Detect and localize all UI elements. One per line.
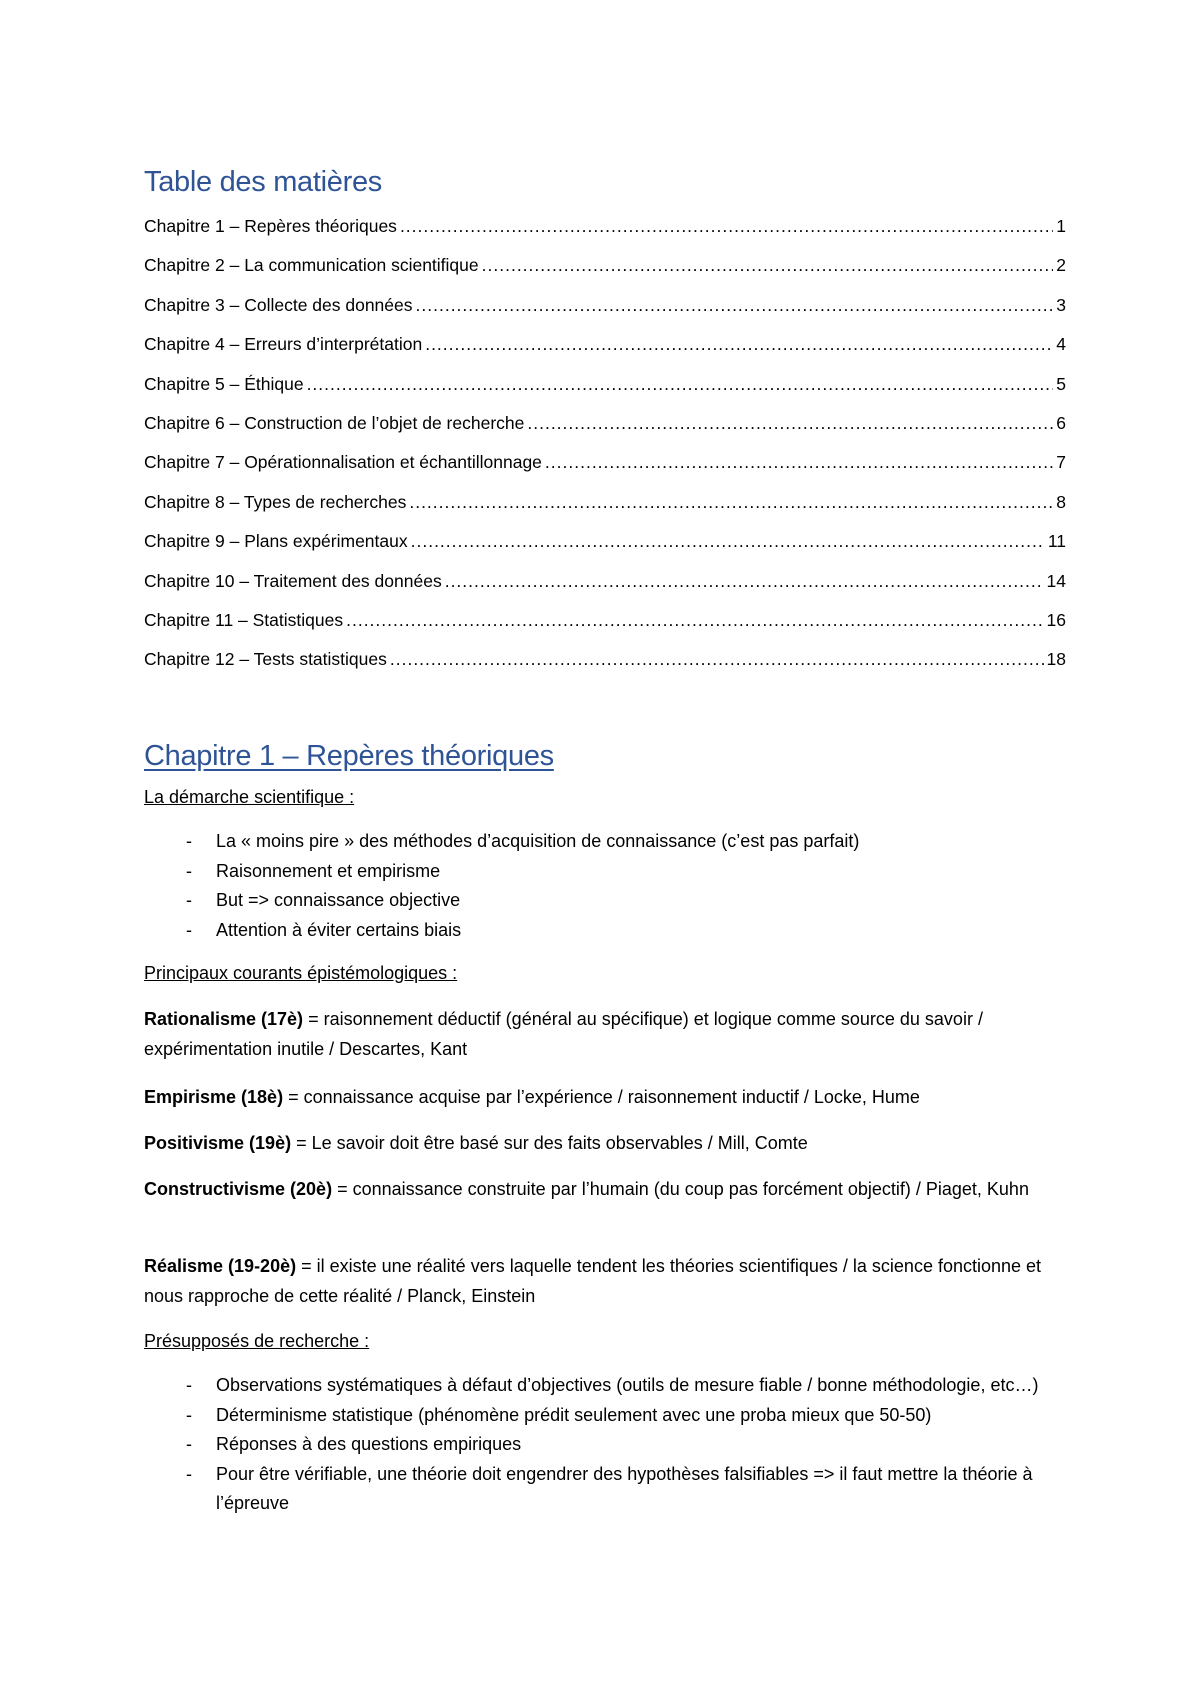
toc-list bbox=[144, 214, 1066, 687]
toc-entry[interactable] bbox=[144, 608, 1066, 647]
list-item: - But => connaissance objective bbox=[144, 886, 1064, 916]
toc-leader bbox=[409, 490, 1053, 514]
list-item: - Observations systématiques à défaut d’objectives (outils de mesure fiable / bonne méthodologie, etc…) bbox=[144, 1371, 1064, 1401]
paragraph-realisme bbox=[144, 1252, 1064, 1311]
toc-leader bbox=[545, 450, 1053, 474]
term: Rationalisme (17è) bbox=[144, 1009, 304, 1029]
definition: = il existe une réalité vers laquelle tendent les théories scientifiques / la science fonctionne et nous rapproche de cette réalité / Planck, Einstein bbox=[144, 1256, 1042, 1306]
toc-leader bbox=[307, 372, 1054, 396]
toc-leader bbox=[346, 608, 1043, 632]
paragraph-empirisme bbox=[144, 1083, 1064, 1113]
section-heading: Principaux courants épistémologiques : bbox=[144, 963, 458, 983]
toc-entry-text: Chapitre 5 – Éthique bbox=[144, 373, 304, 394]
toc-entry-text: Chapitre 10 – Traitement des données bbox=[144, 570, 442, 591]
definition: = Le savoir doit être basé sur des faits observables / Mill, Comte bbox=[291, 1133, 808, 1153]
definition: = connaissance construite par l’humain (du coup pas forcément objectif) / Piaget, Kuhn bbox=[332, 1179, 1029, 1199]
list-item: - Déterminisme statistique (phénomène prédit seulement avec une proba mieux que 50-50) bbox=[144, 1401, 1064, 1431]
paragraph-positivisme bbox=[144, 1129, 1064, 1159]
toc-leader bbox=[425, 332, 1053, 356]
toc-entry-page: 5 bbox=[1056, 373, 1066, 394]
bullet-list bbox=[144, 1371, 1064, 1519]
toc-entry-text: Chapitre 2 – La communication scientifique bbox=[144, 255, 479, 276]
toc-entry-page: 11 bbox=[1047, 531, 1066, 552]
toc-entry[interactable] bbox=[144, 529, 1066, 568]
toc-entry-page: 8 bbox=[1056, 491, 1066, 512]
toc-entry[interactable] bbox=[144, 647, 1066, 686]
toc-entry-text: Chapitre 6 – Construction de l’objet de recherche bbox=[144, 412, 525, 433]
toc-entry[interactable] bbox=[144, 372, 1066, 411]
term: Empirisme (18è) bbox=[144, 1087, 284, 1107]
toc-leader bbox=[416, 293, 1054, 317]
list-item: - Raisonnement et empirisme bbox=[144, 857, 1064, 887]
toc-leader bbox=[527, 411, 1053, 435]
toc-leader bbox=[482, 253, 1054, 277]
term: Réalisme (19-20è) bbox=[144, 1256, 297, 1276]
section-heading: La démarche scientifique : bbox=[144, 787, 355, 807]
toc-leader bbox=[390, 647, 1044, 671]
bullet-list bbox=[144, 827, 1064, 945]
toc-title: Table des matières bbox=[144, 166, 382, 198]
toc-leader bbox=[445, 569, 1044, 593]
toc-leader bbox=[411, 529, 1045, 553]
toc-entry[interactable] bbox=[144, 253, 1066, 292]
toc-entry[interactable] bbox=[144, 569, 1066, 608]
list-item: - Réponses à des questions empiriques bbox=[144, 1430, 1064, 1460]
toc-entry-page: 4 bbox=[1056, 334, 1066, 355]
term: Constructivisme (20è) bbox=[144, 1179, 333, 1199]
toc-entry-text: Chapitre 1 – Repères théoriques bbox=[144, 216, 397, 236]
toc-entry[interactable] bbox=[144, 332, 1066, 371]
list-item: - Attention à éviter certains biais bbox=[144, 916, 1064, 946]
toc-entry-page: 3 bbox=[1056, 294, 1066, 315]
toc-entry-page: 18 bbox=[1046, 649, 1066, 670]
toc-entry[interactable] bbox=[144, 490, 1066, 529]
toc-leader bbox=[400, 214, 1053, 238]
toc-entry-page: 16 bbox=[1046, 609, 1066, 630]
toc-entry-page: 2 bbox=[1056, 255, 1066, 276]
list-item: - La « moins pire » des méthodes d’acquisition de connaissance (c’est pas parfait) bbox=[144, 827, 1064, 857]
toc-entry-page: 1 bbox=[1056, 216, 1066, 236]
section-demarche bbox=[144, 785, 1064, 945]
toc-entry-text: Chapitre 11 – Statistiques bbox=[144, 609, 344, 630]
toc-entry[interactable] bbox=[144, 214, 1066, 253]
toc-entry-page: 14 bbox=[1046, 570, 1066, 591]
toc-entry-text: Chapitre 12 – Tests statistiques bbox=[144, 649, 387, 670]
definition: = connaissance acquise par l’expérience / raisonnement inductif / Locke, Hume bbox=[283, 1087, 920, 1107]
toc-entry-text: Chapitre 7 – Opérationnalisation et échantillonnage bbox=[144, 452, 542, 473]
paragraph-constructivisme bbox=[144, 1175, 1064, 1205]
toc-entry[interactable] bbox=[144, 293, 1066, 332]
paragraph-rationalisme bbox=[144, 1005, 1064, 1064]
toc-entry[interactable] bbox=[144, 450, 1066, 489]
toc-entry-text: Chapitre 8 – Types de recherches bbox=[144, 491, 407, 512]
toc-entry[interactable] bbox=[144, 411, 1066, 450]
term: Positivisme (19è) bbox=[144, 1133, 292, 1153]
toc-entry-text: Chapitre 4 – Erreurs d’interprétation bbox=[144, 334, 423, 355]
list-item: - Pour être vérifiable, une théorie doit engendrer des hypothèses falsifiables => il faut mettre la théorie à l’épreuve bbox=[144, 1460, 1064, 1519]
toc-entry-page: 7 bbox=[1056, 452, 1066, 473]
toc-entry-page: 6 bbox=[1056, 412, 1066, 433]
toc-entry-text: Chapitre 3 – Collecte des données bbox=[144, 294, 413, 315]
section-heading: Présupposés de recherche : bbox=[144, 1331, 370, 1351]
section-presupposes bbox=[144, 1329, 1064, 1519]
definition: = raisonnement déductif (général au spécifique) et logique comme source du savoir / expérimentation inutile / Descartes, Kant bbox=[144, 1009, 983, 1059]
toc-entry-text: Chapitre 9 – Plans expérimentaux bbox=[144, 531, 408, 552]
chapter-title: Chapitre 1 – Repères théoriques bbox=[144, 740, 554, 772]
section-courants bbox=[144, 961, 1064, 985]
